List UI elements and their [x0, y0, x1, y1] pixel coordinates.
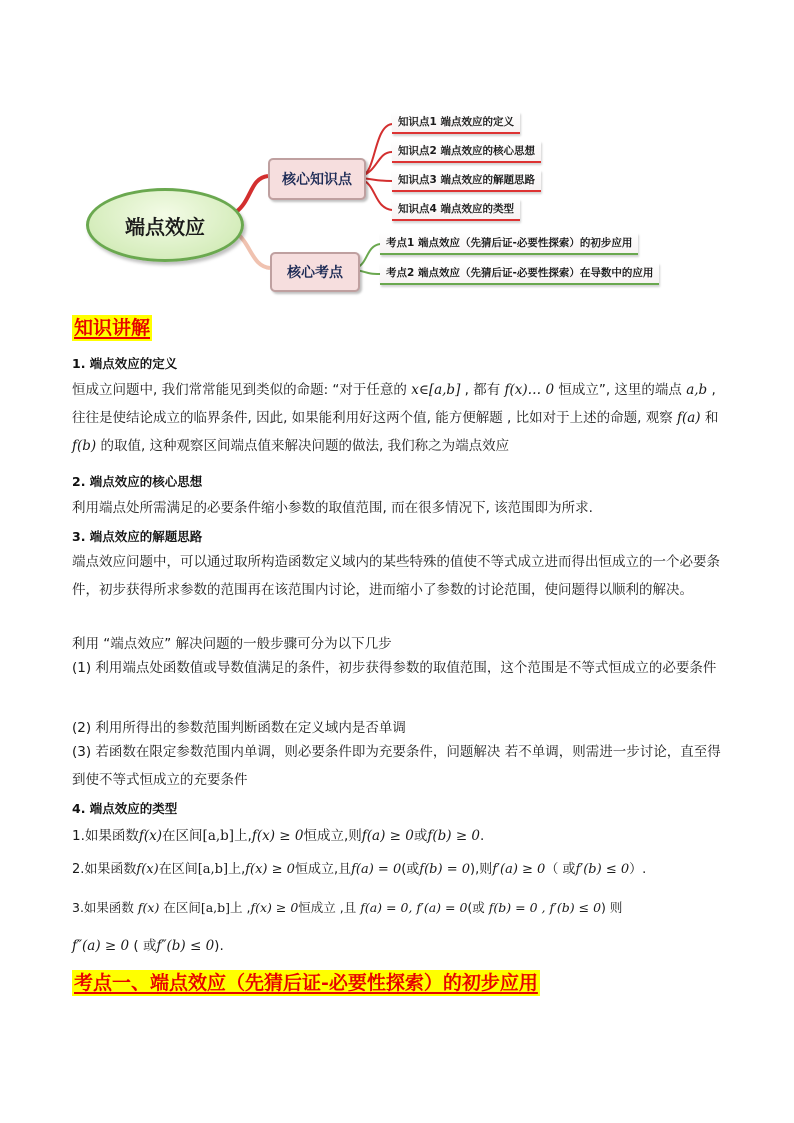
heading-core-idea: 2. 端点效应的核心思想	[72, 474, 203, 489]
connector-k4	[362, 180, 392, 210]
heading-definition: 1. 端点效应的定义	[72, 356, 178, 371]
step-2: (2) 利用所得出的参数范围判断函数在定义域内是否单调	[72, 720, 406, 736]
mindmap-leaf-knowledge-2: 知识点2 端点效应的核心思想	[392, 141, 541, 163]
mindmap-branch-exam: 核心考点	[270, 252, 360, 292]
connector-k3	[362, 178, 392, 181]
mindmap-leaf-knowledge-4: 知识点4 端点效应的类型	[392, 199, 520, 221]
connector-k1	[362, 124, 392, 176]
paragraph-steps-intro: 利用 “端点效应” 解决问题的一般步骤可分为以下几步	[72, 636, 392, 652]
type-1: 1.如果函数f(x)在区间[a,b]上,f(x) ≥ 0恒成立,则f(a) ≥ 0或f(b) ≥ 0.	[72, 828, 485, 844]
mindmap-leaf-knowledge-3: 知识点3 端点效应的解题思路	[392, 170, 541, 192]
paragraph-approach: 端点效应问题中，可以通过取所构造函数定义域内的某些特殊的值使不等式成立进而得出恒成立的一个必要条件，初步获得所求参数的范围再在该范围内讨论，进而缩小了参数的讨论范围，使问题得以顺利的解决。	[72, 554, 720, 598]
type-2: 2.如果函数f(x)在区间[a,b]上,f(x) ≥ 0恒成立,且f(a) = 0(或f(b) = 0),则f′(a) ≥ 0（ 或f′(b) ≤ 0）.	[72, 862, 647, 877]
heading-approach: 3. 端点效应的解题思路	[72, 529, 203, 544]
type-3-continued: f″(a) ≥ 0 ( 或f″(b) ≤ 0).	[72, 938, 224, 954]
connector-root-branch1	[236, 176, 268, 212]
type-3: 3.如果函数 f(x) 在区间[a,b]上 ,f(x) ≥ 0恒成立 ,且 f(a) = 0, f′(a) = 0(或 f(b) = 0 , f′(b) ≤ 0) 则	[72, 900, 623, 915]
paragraph-definition: 恒成立问题中, 我们常常能见到类似的命题: “对于任意的 x∈[a,b] , 都有 f(x)… 0 恒成立”, 这里的端点 a,b , 往往是使结论成立的临界条件, 因此, 如果能利用好这两个值, 能方便解题 , 比如对于上述的命题, 观察 f(a) 和 f(b) 的取值, 这种观察区间端点值来解决问题的做法, 我们称之为端点效应	[72, 382, 719, 454]
heading-types: 4. 端点效应的类型	[72, 801, 178, 816]
mindmap-branch-knowledge: 核心知识点	[268, 158, 366, 200]
step-3: (3) 若函数在限定参数范围内单调，则必要条件即为充要条件，问题解决 若不单调，则需进一步讨论，直至得到使不等式恒成立的充要条件	[72, 744, 721, 788]
paragraph-core-idea: 利用端点处所需满足的必要条件缩小参数的取值范围, 而在很多情况下, 该范围即为所求.	[72, 500, 593, 516]
mindmap-leaf-knowledge-1: 知识点1 端点效应的定义	[392, 112, 520, 134]
section-title-knowledge: 知识讲解	[74, 317, 151, 339]
mindmap-leaf-exam-1: 考点1 端点效应（先猜后证-必要性探索）的初步应用	[380, 233, 638, 255]
step-1: (1) 利用端点处函数值或导数值满足的条件，初步获得参数的取值范围，这个范围是不等式恒成立的必要条件	[72, 660, 717, 676]
mindmap-root: 端点效应	[86, 188, 244, 262]
connector-root-branch2	[236, 232, 270, 268]
mindmap-leaf-exam-2: 考点2 端点效应（先猜后证-必要性探索）在导数中的应用	[380, 263, 659, 285]
section-title-exam-point-1: 考点一、端点效应（先猜后证-必要性探索）的初步应用	[74, 972, 538, 994]
